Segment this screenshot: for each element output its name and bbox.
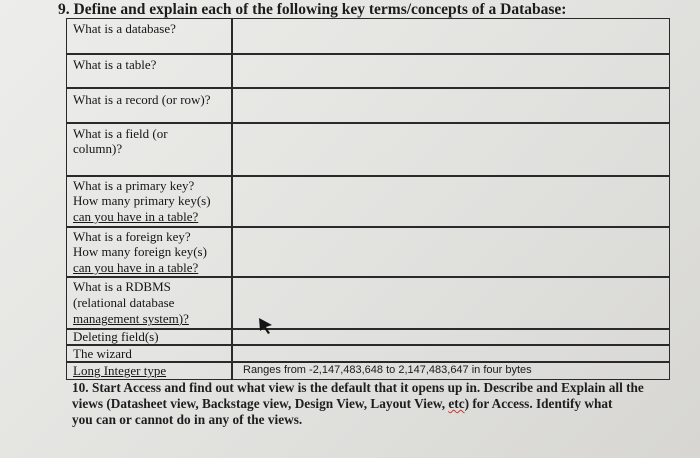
- question-10-text: views (Datasheet view, Backstage view, Design View, Layout View,: [72, 396, 449, 411]
- row-divider: [67, 276, 669, 278]
- question-9-heading: 9. Define and explain each of the following key terms/concepts of a Database:: [58, 1, 567, 18]
- row-divider: [67, 87, 669, 89]
- row-divider: [67, 226, 669, 228]
- question-10-line: you can or cannot do in any of the views.: [72, 412, 303, 427]
- question-10-line: 10. Start Access and find out what view is the default that it opens up in. Describe and Explain all the: [72, 380, 644, 395]
- mouse-pointer-icon: [257, 316, 277, 336]
- term-primary-key-count: How many primary key(s): [73, 193, 211, 208]
- term-rdbms: What is a RDBMS: [73, 279, 171, 294]
- term-rdbms: (relational database: [73, 295, 175, 310]
- term-table: What is a table?: [73, 57, 157, 72]
- term-deleting-fields: Deleting field(s): [73, 329, 159, 344]
- term-record: What is a record (or row)?: [73, 92, 211, 107]
- term-database: What is a database?: [73, 21, 176, 36]
- column-divider: [231, 19, 233, 379]
- spellcheck-word: etc: [448, 396, 465, 411]
- term-rdbms: management system)?: [73, 311, 189, 326]
- term-primary-key-count: can you have in a table?: [73, 209, 199, 224]
- term-primary-key: What is a primary key?: [73, 178, 195, 193]
- row-divider: [67, 175, 669, 177]
- key-terms-table: [66, 18, 670, 380]
- question-10-text: ) for Access. Identify what: [464, 396, 613, 411]
- row-divider: [67, 53, 669, 55]
- row-divider: [67, 122, 669, 124]
- question-10-line: [72, 396, 672, 412]
- term-wizard: The wizard: [73, 346, 132, 361]
- term-foreign-key-count: can you have in a table?: [73, 260, 199, 275]
- term-field: What is a field (or column)?: [73, 126, 168, 156]
- row-divider: [67, 344, 669, 346]
- term-foreign-key-count: How many foreign key(s): [73, 244, 207, 259]
- question-10-paragraph: [72, 380, 672, 428]
- term-foreign-key: What is a foreign key?: [73, 229, 191, 244]
- term-long-integer: Long Integer type: [73, 363, 167, 378]
- long-integer-answer: Ranges from -2,147,483,648 to 2,147,483,647 in four bytes: [243, 364, 532, 376]
